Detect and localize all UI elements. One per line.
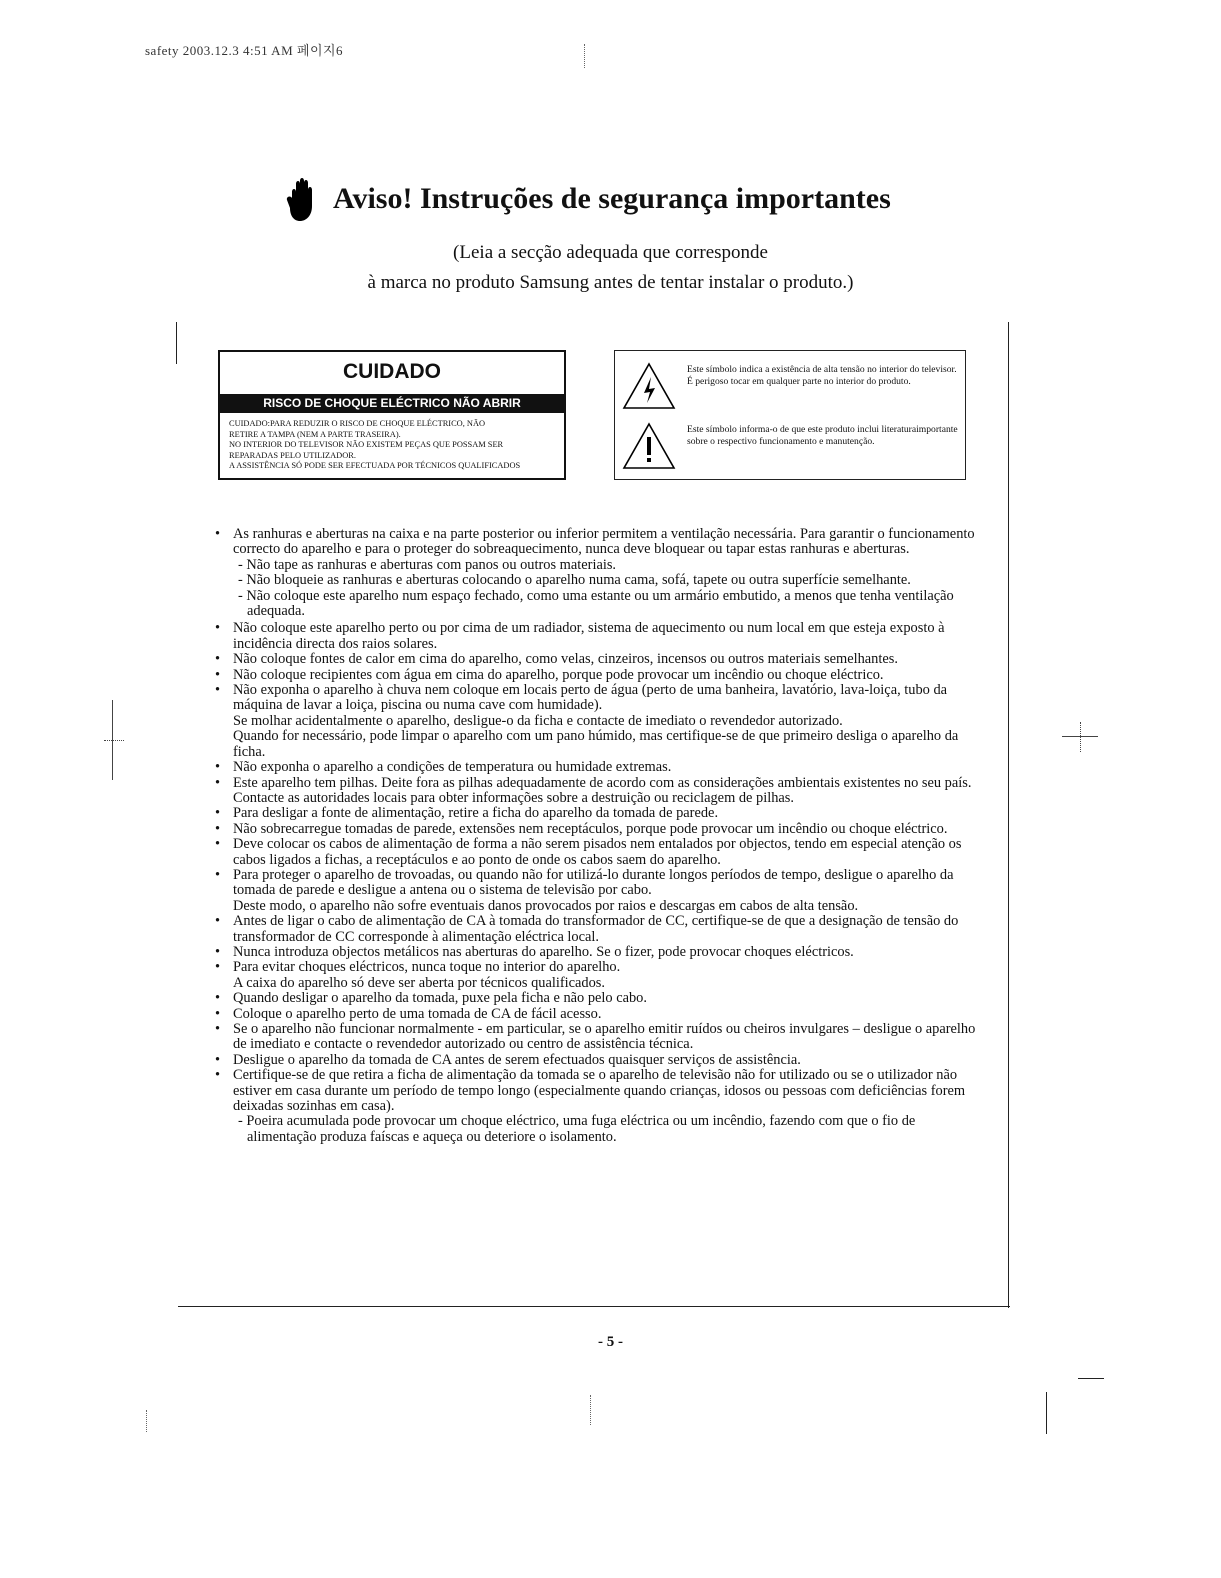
list-item: • Se o aparelho não funcionar normalmente - em particular, se o aparelho emitir ruídos ou cheiros invulgares – desligue o aparelho de imediato e contacte o revendedor autorizado ou centro de assistência técnica. [212,1022,982,1053]
list-item: • Coloque o aparelho perto de uma tomada de CA de fácil acesso. [212,1007,982,1022]
caution-line: RETIRE A TAMPA (NEM A PARTE TRASEIRA). [229,429,401,439]
exclamation-warning-icon [621,421,677,471]
list-item: • Certifique-se de que retira a ficha de alimentação da tomada se o aparelho de televisão não for utilizado ou se o utilizador não estiver em casa durante um período de tempo longo (especialmente quando crianças, idosos ou pessoas com deficiências forem deixadas sozinhas em casa). - Poeira acumulada pode provocar um choque eléctrico, uma fuga eléctrica ou um incêndio, fazendo com que o fio de alimentação produza faíscas e aqueça ou deteriore o isolamento. [212,1068,982,1145]
list-item: • Desligue o aparelho da tomada de CA antes de serem efectuados quaisquer serviços de assistência. [212,1053,982,1068]
symbols-legend [614,350,966,480]
attention-symbol-text: Este símbolo informa-o de que este produto inclui literaturaimportante sobre o respectivo funcionamento e manutenção. [687,424,958,447]
hand-stop-icon [285,176,319,222]
frame-line-bottom [178,1306,1010,1307]
sub-item: - Não bloqueie as ranhuras e aberturas colocando o aparelho numa cama, sofá, tapete ou outra superfície semelhante. [238,572,911,589]
caution-line: NO INTERIOR DO TELEVISOR NÃO EXISTEM PEÇAS QUE POSSAM SER [229,440,504,449]
list-item: • Para desligar a fonte de alimentação, retire a ficha do aparelho da tomada de parede. [212,806,982,821]
crop-mark-left [104,700,124,780]
list-item: • Não coloque fontes de calor em cima do aparelho, como velas, cinzeiros, incensos ou outros materiais semelhantes. [212,652,982,667]
list-item: • Para evitar choques eléctricos, nunca toque no interior do aparelho. A caixa do aparelho só deve ser aberta por técnicos qualificados. [212,960,982,991]
caution-line: A ASSISTÊNCIA SÓ PODE SER EFECTUADA POR TÉCNICOS QUALIFICADOS [229,461,521,470]
crop-mark-bottom-right-h [1078,1378,1104,1379]
list-item: • Nunca introduza objectos metálicos nas aberturas do aparelho. Se o fizer, pode provocar choques eléctricos. [212,945,982,960]
sub-item: - Não tape as ranhuras e aberturas com panos ou outros materiais. [238,556,617,573]
voltage-symbol-text: Este símbolo indica a existência de alta tensão no interior do televisor. É perigoso tocar em qualquer parte no interior do produto. [687,364,957,387]
crop-mark-top [584,44,599,68]
subtitle-line-1: (Leia a secção adequada que corresponde [453,242,768,263]
attention-symbol-row [621,421,961,471]
caution-title: CUIDADO [343,360,441,383]
caution-bar: RISCO DE CHOQUE ELÉCTRICO NÃO ABRIR [220,394,564,413]
page-title: Aviso! Instruções de segurança importantes [333,182,891,215]
page-number: - 5 - [598,1334,623,1350]
frame-line-right [1008,322,1009,1308]
lightning-warning-icon [621,361,677,411]
caution-label [218,350,566,480]
caution-line: REPARADAS PELO UTILIZADOR. [229,450,356,460]
list-item: • Não exponha o aparelho à chuva nem coloque em locais perto de água (perto de uma banheira, lavatório, lava-loiça, tubo da máquina de lavar a loiça, piscina ou numa cave com humidade). Se molhar acidentalmente o aparelho, desligue-o da ficha e contacte de imediato o revendedor autorizado. Quando for necessário, pode limpar o aparelho com um pano húmido, mas certifique-se de que primeiro desliga o aparelho da ficha. [212,683,982,760]
caution-text [220,413,564,472]
caution-line: CUIDADO:PARA REDUZIR O RISCO DE CHOQUE ELÉCTRICO, NÃO [229,419,486,428]
crop-mark-bottom [590,1395,605,1425]
list-item: • Este aparelho tem pilhas. Deite fora as pilhas adequadamente de acordo com as considerações ambientais existentes no seu país. Contacte as autoridades locais para obter informações sobre a destruição ou reciclagem de pilhas. [212,776,982,807]
list-item: • Quando desligar o aparelho da tomada, puxe pela ficha e não pelo cabo. [212,991,982,1006]
list-item: • Não exponha o aparelho a condições de temperatura ou humidade extremas. [212,760,982,775]
list-item: • As ranhuras e aberturas na caixa e na parte posterior ou inferior permitem a ventilação necessária. Para garantir o funcionamento correcto do aparelho e para o proteger do sobreaquecimento, nunca deve bloquear ou tapar estas ranhuras e aberturas. - Não tape as ranhuras e aberturas com panos ou outros materiais. - Não bloqueie as ranhuras e aberturas colocando o aparelho numa cama, sofá, tapete ou outra superfície semelhante. - Não coloque este aparelho num espaço fechado, como uma estante ou um armário embutido, a menos que tenha ventilação adequada. [212,527,982,619]
crop-mark-bottom-left [146,1410,147,1432]
subtitle-line-2: à marca no produto Samsung antes de tentar instalar o produto.) [367,272,854,293]
crop-mark-right [1062,722,1098,752]
sub-item: - Não coloque este aparelho num espaço fechado, como uma estante ou um armário embutido, a menos que tenha ventilação adequada. [238,587,954,620]
safety-instructions-list [212,527,982,1145]
crop-mark-bottom-right-v [1046,1392,1047,1434]
title-row [285,176,891,222]
sub-item: - Poeira acumulada pode provocar um choque eléctrico, uma fuga eléctrica ou um incêndio, fazendo com que o fio de alimentação produza faíscas e aqueça ou deteriore o isolamento. [238,1113,916,1145]
list-item: • Não coloque recipientes com água em cima do aparelho, porque pode provocar um incêndio ou choque eléctrico. [212,668,982,683]
list-item: • Não sobrecarregue tomadas de parede, extensões nem receptáculos, porque pode provocar um incêndio ou choque eléctrico. [212,822,982,837]
list-item: • Não coloque este aparelho perto ou por cima de um radiador, sistema de aquecimento ou num local em que esteja exposto à incidência directa dos raios solares. [212,621,982,652]
print-stamp: safety 2003.12.3 4:51 AM 페이지6 [145,43,344,58]
list-item: • Deve colocar os cabos de alimentação de forma a não serem pisados nem entalados por objectos, tendo em especial atenção os cabos ligados a fichas, a receptáculos e ao ponto de onde os cabos saem do aparelho. [212,837,982,868]
voltage-symbol-row [621,361,961,411]
list-item: • Antes de ligar o cabo de alimentação de CA à tomada do transformador de CC, certifique-se de que a designação de tensão do transformador de CC corresponde à alimentação eléctrica local. [212,914,982,945]
list-item: • Para proteger o aparelho de trovoadas, ou quando não for utilizá-lo durante longos períodos de tempo, desligue o aparelho da tomada de parede e desligue a antena ou o sistema de televisão por cabo. Deste modo, o aparelho não sofre eventuais danos provocados por raios e descargas em cabos de alta tensão. [212,868,982,914]
frame-line-left [176,322,177,364]
